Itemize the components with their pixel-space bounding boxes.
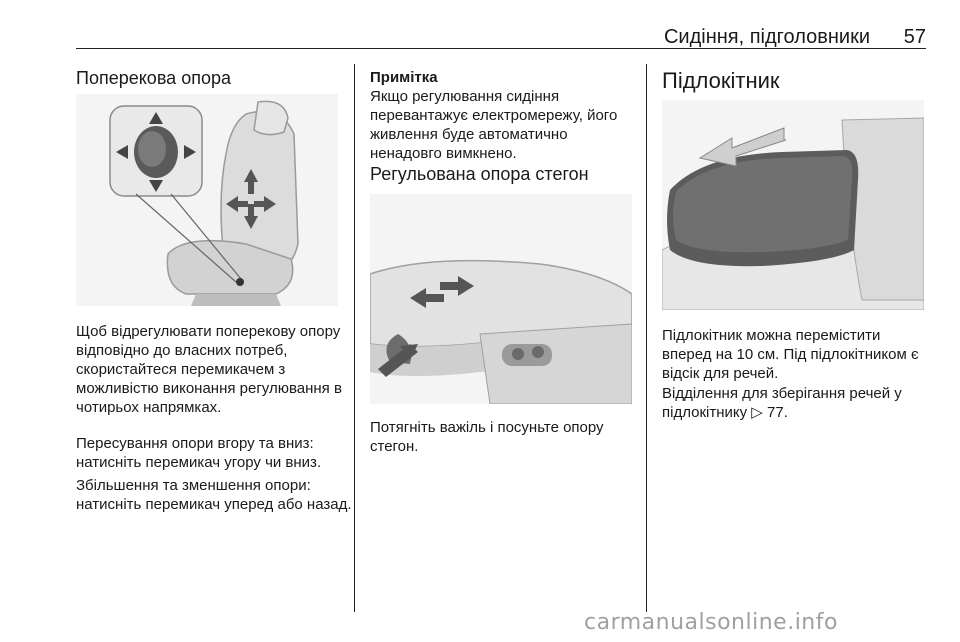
lumbar-support-figure: [76, 94, 338, 306]
armrest-paragraph-2-end: .: [783, 404, 788, 421]
thigh-support-figure: [370, 194, 632, 404]
armrest-paragraph-2-text: Відділення для зберігання речей у підлокітнику: [662, 385, 902, 421]
thigh-support-heading: Регульована опора стегон: [370, 164, 589, 184]
header-rule: [76, 48, 926, 49]
note-text: Якщо регулювання сидіння перевантажує електромережу, його живлення буде автоматично ненадовго вимкнено.: [370, 88, 618, 162]
armrest-heading: Підлокітник: [662, 68, 780, 93]
lumbar-paragraph-2: Пересування опори вгору та вниз: натисніть перемикач угору чи вниз.: [76, 435, 322, 471]
header-title: Сидіння, підголовники: [663, 26, 870, 48]
reference-page-link[interactable]: 77: [767, 404, 784, 421]
lumbar-paragraph-1: Щоб відрегулювати поперекову опору відповідно до власних потреб, скористайтеся перемикачем з можливістю виконання регулювання в чотирьох напрямках.: [76, 323, 342, 416]
watermark: carmanualsonline.info: [584, 610, 838, 635]
column-divider-2: [646, 64, 647, 612]
lumbar-support-heading: Поперекова опора: [76, 68, 231, 88]
note-block: [370, 68, 638, 163]
armrest-paragraph-1: Підлокітник можна перемістити вперед на 10 см. Під підлокітником є відсік для речей.: [662, 327, 919, 382]
armrest-paragraph-2: [662, 384, 932, 422]
page-number: 57: [903, 26, 926, 48]
column-divider-1: [354, 64, 355, 612]
lumbar-paragraph-3: Збільшення та зменшення опори: натисніть перемикач уперед або назад.: [76, 477, 352, 513]
thigh-paragraph-1: Потягніть важіль і посуньте опору стегон.: [370, 419, 604, 455]
reference-arrow-icon[interactable]: ▷: [751, 404, 763, 421]
note-title: Примітка: [370, 69, 438, 86]
armrest-figure: [662, 100, 924, 310]
